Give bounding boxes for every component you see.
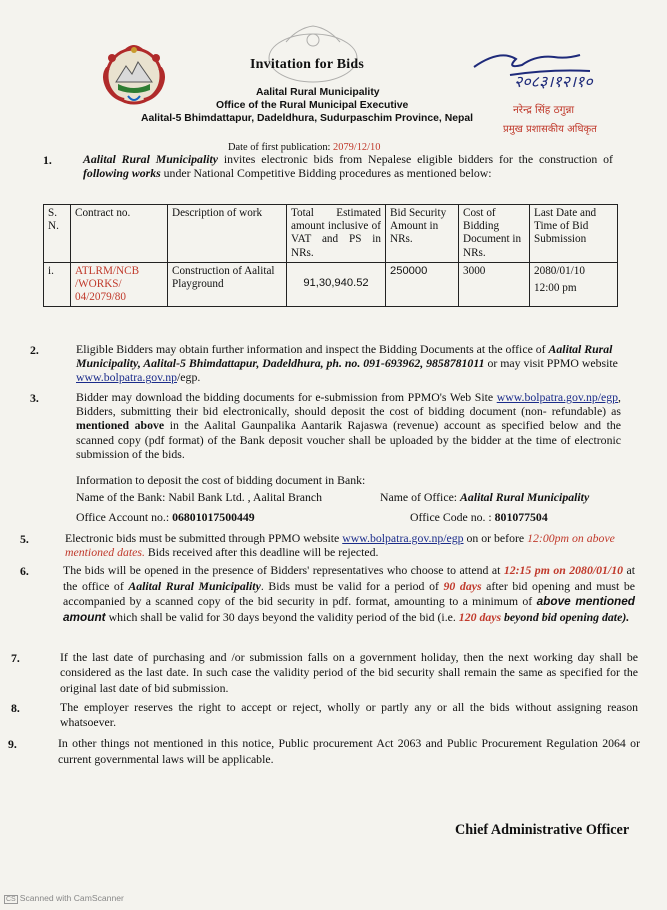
cell-description: Construction of Aalital Playground [168,262,287,307]
contract-line-1: ATLRM/NCB [75,264,140,277]
item-2-text-a: Eligible Bidders may obtain further information and inspect the Bidding Documents at the office of [76,342,546,356]
office-stamp-seal [258,18,368,84]
bank-name-line [76,490,322,504]
item-1-org: Aalital Rural Municipality [83,152,219,166]
municipality-name: Aalital Rural Municipality [256,87,380,98]
item-5-text-a: Electronic bids must be submitted through PPMO website [65,531,340,545]
item-3-text-c: in the Aalital Gaunpalika Aantarik Rajaswa (revenue) account as specified below and the scanned copy (pdf format) of the Bank deposit voucher shall be uploaded by the bidder at the time of electronic submission of the bids. [76,418,621,461]
item-1-text-b: under National Competitive Bidding procedures as mentioned below: [163,166,492,181]
item-2-text-b: or may visit PPMO website [487,356,618,371]
item-6-org: Aalital Rural Municipality [128,578,261,593]
item-3-text-a: Bidder may download the bidding documents for e-submission from PPMO's Web Site [76,390,494,404]
item-5-deadline: 12:00pm on above mentioned dates. [65,531,615,560]
publication-date: 2079/12/10 [333,142,381,153]
signoff-title: Chief Administrative Officer [455,822,630,838]
ppmo-egp-link[interactable]: www.bolpatra.gov.np/egp [496,390,619,404]
table-row [44,262,618,307]
item-number-9: 9. [8,737,17,751]
item-1-text [83,152,613,180]
header-deadline: Last Date and Time of Bid Submission [530,205,618,263]
item-6-text [63,563,635,625]
account-label: Office Account no.: [76,510,170,524]
office-code-line [410,510,548,524]
cell-estimate: 91,30,940.52 [287,262,386,307]
bid-table [43,204,618,307]
header-sn: S. N. [44,205,71,263]
office-name: Office of the Rural Municipal Executive [216,100,409,111]
bank-label: Name of the Bank: [76,490,166,504]
scanner-text: Scanned with CamScanner [19,893,124,903]
item-3-bold: mentioned above [76,418,165,433]
item-5-text-c: Bids received after this deadline will be rejected. [147,545,379,560]
cell-sn: i. [44,262,71,307]
contract-line-3: 04/2079/80 [75,291,126,304]
item-number-6: 6. [20,564,29,578]
item-2-text [76,342,621,385]
item-1-text-a: invites electronic bids from Nepalese eligible bidders for the construction of [223,152,613,166]
office-label: Name of Office: [380,490,458,504]
cell-security: 250000 [386,262,459,307]
item-6-text-b: at the office of [63,563,635,593]
item-7-text: If the last date of purchasing and /or submission falls on a government holiday, then the next working day shall be considered as the last date. In such case the validity period of the bid security shall remain the same as specified for the original last date of bid submission. [60,650,638,695]
item-6-validity-days: 90 days [443,578,482,593]
item-number-1: 1. [43,153,52,167]
ppmo-egp-link-2[interactable]: www.bolpatra.gov.np/egp [342,531,464,545]
cell-contract [71,262,168,307]
item-2-text-c: /egp. [177,370,201,385]
deadline-time: 12:00 pm [534,282,577,295]
account-value: 06801017500449 [172,510,255,524]
camscanner-icon: CS [6,896,16,903]
item-number-3: 3. [30,391,39,405]
header-description: Description of work [168,205,287,263]
cell-deadline [530,262,618,307]
scanner-watermark [4,893,124,904]
item-6-text-e: which shall be valid for 30 days beyond the validity period of the bid (i.e. [108,609,456,624]
item-number-2: 2. [30,343,39,357]
item-9-text: In other things not mentioned in this notice, Public procurement Act 2063 and Public Procurement Regulation 2064 or current governmental laws will be applicable. [58,736,640,766]
publication-date-label: Date of first publication: [228,142,331,153]
bank-info-heading: Information to deposit the cost of bidding document in Bank: [76,473,366,487]
code-value: 801077504 [494,510,548,524]
item-3-text-b: , Bidders, submitting their bid electronically, should deposit the cost of bidding document (non- refundable) as [76,390,621,419]
item-6-text-c: . Bids must be valid for a period of [260,578,439,593]
contract-line-2: /WORKS/ [75,278,122,291]
nepal-emblem-logo [98,38,170,108]
code-label: Office Code no. : [410,510,492,524]
office-name-line [380,490,589,504]
header-estimate: Total Estimated amount inclusive of VAT and PS in NRs. [287,205,386,263]
signature-date: २०८३।१२।१० [514,72,593,91]
item-6-total-validity: 120 days [458,609,502,624]
item-number-5: 5. [20,532,29,546]
item-8-text: The employer reserves the right to accept or reject, wholly or partly any or all the bids without assigning reason whatsoever. [60,700,638,730]
item-2-contact: Aalital Rural Municipality, Aalital-5 Bhimdattapur, Dadeldhura, ph. no. 091-693962, 9858781011 [76,342,613,371]
item-number-7: 7. [11,651,20,665]
item-1-emphasis: following works [83,166,161,181]
item-6-amount: above mentioned amount [63,594,636,624]
ppmo-link[interactable]: www.bolpatra.gov.np [76,370,178,385]
office-address: Aalital-5 Bhimdattapur, Dadeldhura, Sudurpaschim Province, Nepal [141,113,473,124]
deadline-date: 2080/01/10 [534,264,585,277]
cell-cost: 3000 [459,262,530,307]
header-security: Bid Security Amount in NRs. [386,205,459,263]
item-5-text [65,531,621,559]
item-number-8: 8. [11,701,20,715]
stamp-officer-title: प्रमुख प्रशासकीय अधिकृत [503,124,597,135]
item-6-tail: beyond bid opening date). [504,609,630,624]
item-6-text-a: The bids will be opened in the presence of Bidders' representatives who choose to attend at [63,563,501,577]
stamp-officer-name: नरेन्द्र सिंह ठगुन्ना [513,104,575,116]
bank-value: Nabil Bank Ltd. , Aalital Branch [168,490,323,504]
header-cost: Cost of Bidding Document in NRs. [459,205,530,263]
item-5-text-b: on or before [466,531,525,545]
item-6-text-d: after bid opening and must be accompanied by a scanned copy of the bid security in pdf. format, amounting to a minimum of [63,578,635,609]
account-line [76,510,255,524]
item-6-opening-time: 12:15 pm on 2080/01/10 [503,563,624,577]
header-contract: Contract no. [71,205,168,263]
table-header-row [44,205,618,263]
office-value: Aalital Rural Municipality [460,490,590,504]
page-title: Invitation for Bids [250,57,365,72]
item-3-text [76,390,621,461]
